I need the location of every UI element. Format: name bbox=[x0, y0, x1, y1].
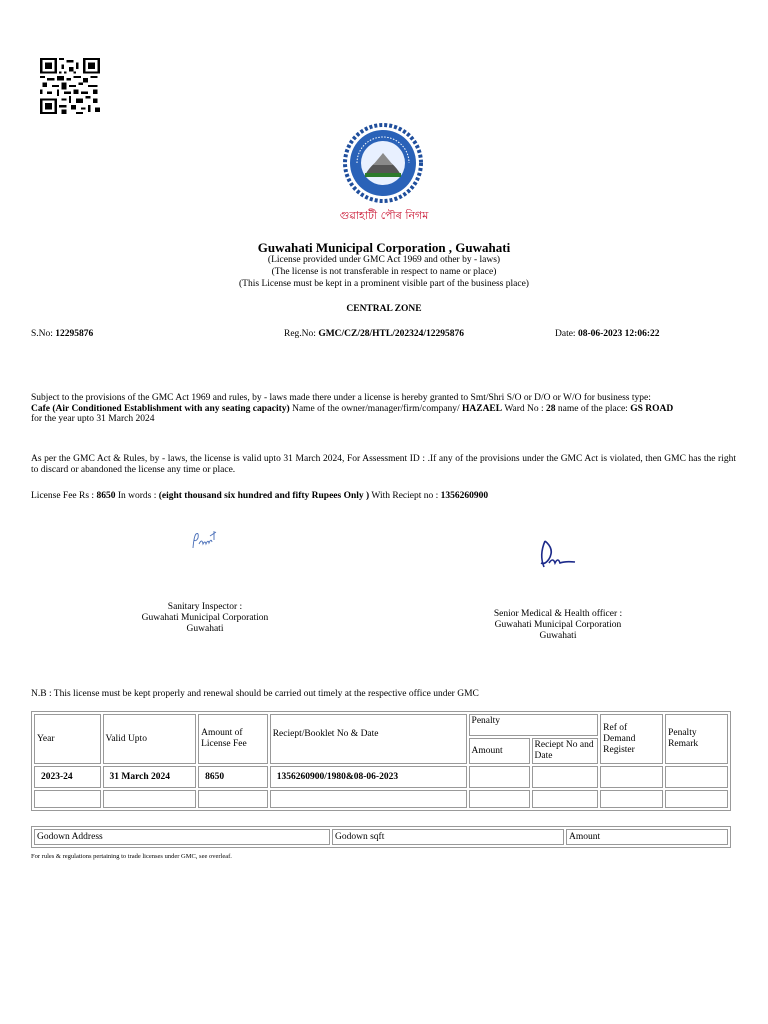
header-line-2: (The license is not transferable in respect to name or place) bbox=[271, 267, 497, 277]
empty-cell bbox=[600, 790, 663, 808]
qr-code bbox=[40, 58, 100, 114]
cell-amount: 8650 bbox=[198, 766, 268, 788]
empty-cell bbox=[34, 790, 101, 808]
inspector-title: Sanitary Inspector : bbox=[167, 602, 243, 612]
inspector-city: Guwahati bbox=[186, 624, 224, 634]
officer-block bbox=[458, 609, 658, 642]
serial-number: S.No: 12295876 bbox=[31, 329, 94, 339]
officer-org: Guwahati Municipal Corporation bbox=[494, 620, 622, 630]
cell-penalty-receipt bbox=[532, 766, 599, 788]
officer-city: Guwahati bbox=[539, 631, 577, 641]
header-ref-demand: Ref of Demand Register bbox=[600, 714, 663, 764]
empty-cell bbox=[270, 790, 467, 808]
cell-year: 2023-24 bbox=[34, 766, 101, 788]
table-row bbox=[34, 766, 728, 788]
footer-note: For rules & regulations pertaining to trade licenses under GMC, see overleaf. bbox=[31, 853, 232, 860]
header-penalty-remark: Penalty Remark bbox=[665, 714, 728, 764]
registration-number: Reg.No: GMC/CZ/28/HTL/202324/12295876 bbox=[284, 329, 464, 339]
fee-history-table bbox=[31, 711, 731, 811]
officer-title: Senior Medical & Health officer : bbox=[493, 609, 623, 619]
cell-penalty-remark bbox=[665, 766, 728, 788]
cell-ref-demand bbox=[600, 766, 663, 788]
header-line-3: (This License must be kept in a prominent visible part of the business place) bbox=[239, 279, 529, 289]
header-penalty-receipt: Reciept No and Date bbox=[532, 738, 599, 764]
godown-address-label: Godown Address bbox=[34, 829, 330, 845]
zone-label: CENTRAL ZONE bbox=[346, 304, 422, 314]
godown-table bbox=[31, 826, 731, 848]
header-receipt: Reciept/Booklet No & Date bbox=[270, 714, 467, 764]
inspector-signature bbox=[190, 528, 220, 557]
header-year: Year bbox=[34, 714, 101, 764]
cell-receipt: 1356260900/1980&08-06-2023 bbox=[270, 766, 467, 788]
grant-paragraph: Subject to the provisions of the GMC Act 1969 and rules, by - laws made there under a license is hereby granted to Smt/Shri S/O or D/O or W/O for business type: Cafe (Air Conditioned Establishment with any seating capacity) Name of the owner/manager/firm/company/ HAZAEL Ward No : 28 name of the place: GS ROAD for the year upto 31 March 2024 bbox=[31, 393, 674, 424]
header-amount: Amount of License Fee bbox=[198, 714, 268, 764]
cell-penalty-amount bbox=[469, 766, 530, 788]
validity-paragraph: As per the GMC Act & Rules, by - laws, the license is valid upto 31 March 2024, For Assessment ID : .If any of the provisions under the GMC Act is violated, then GMC has the right to discard or abandoned the license any time or place. bbox=[31, 454, 736, 475]
page-title: Guwahati Municipal Corporation , Guwahati bbox=[257, 240, 511, 255]
renewal-note: N.B : This license must be kept properly and renewal should be carried out timely at the respective office under GMC bbox=[31, 689, 479, 699]
empty-cell bbox=[665, 790, 728, 808]
empty-cell bbox=[469, 790, 530, 808]
header-valid-upto: Valid Upto bbox=[103, 714, 197, 764]
header-line-1: (License provided under GMC Act 1969 and other by - laws) bbox=[267, 255, 501, 265]
empty-cell bbox=[103, 790, 197, 808]
cell-valid-upto: 31 March 2024 bbox=[103, 766, 197, 788]
officer-signature bbox=[535, 535, 581, 576]
godown-sqft-label: Godown sqft bbox=[332, 829, 564, 845]
empty-cell bbox=[532, 790, 599, 808]
license-fee-line: License Fee Rs : 8650 In words : (eight thousand six hundred and fifty Rupees Only ) With Reciept no : 1356260900 bbox=[31, 491, 489, 501]
header-penalty: Penalty bbox=[469, 714, 599, 736]
empty-cell bbox=[198, 790, 268, 808]
inspector-block bbox=[105, 602, 305, 635]
header-penalty-amount: Amount bbox=[469, 738, 530, 764]
inspector-org: Guwahati Municipal Corporation bbox=[141, 613, 269, 623]
logo-caption: গুৱাহাটী পৌৰ নিগম bbox=[339, 209, 429, 222]
godown-amount-label: Amount bbox=[566, 829, 728, 845]
table-row bbox=[34, 790, 728, 808]
gmc-logo bbox=[343, 123, 423, 203]
issue-date: Date: 08-06-2023 12:06:22 bbox=[555, 329, 660, 339]
